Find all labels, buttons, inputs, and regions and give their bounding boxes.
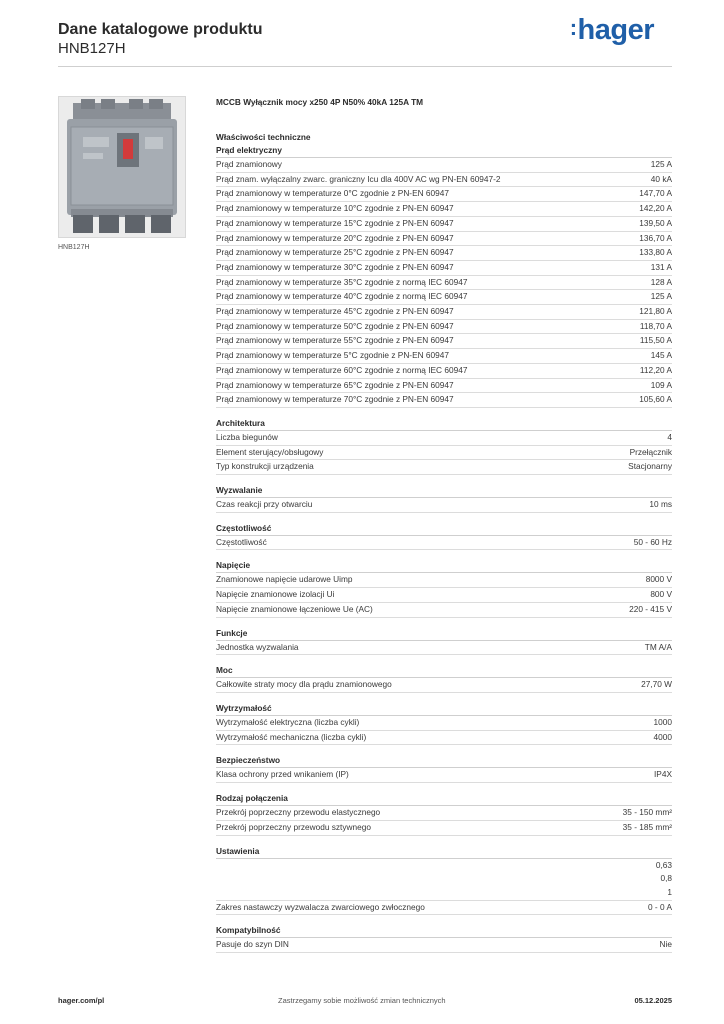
spec-label: Wytrzymałość elektryczna (liczba cykli) [216,716,360,727]
spec-value: 145 A [650,350,672,361]
spec-row [216,349,672,364]
spec-label: Przekrój poprzeczny przewodu elastycznego [216,807,381,818]
spec-value: 0,63 0,8 1 [655,859,672,897]
spec-value: 4000 [653,731,672,742]
spec-label: Prąd znamionowy [216,159,282,169]
circuit-breaker-illustration [59,97,185,237]
spec-label: Napięcie znamionowe izolacji Ui [216,589,335,600]
section-title: Napięcie [216,559,672,573]
footer-disclaimer: Zastrzegamy sobie możliwość zmian technicznych [278,996,446,1005]
spec-section [216,792,672,835]
spec-label: Klasa ochrony przed wnikaniem (IP) [216,769,349,780]
spec-row [216,334,672,349]
spec-label: Prąd znamionowy w temperaturze 60°C zgodnie z normą IEC 60947 [216,364,468,375]
section-title: Bezpieczeństwo [216,754,672,768]
spec-row [216,573,672,588]
spec-row [216,320,672,335]
spec-label: Typ konstrukcji urządzenia [216,461,314,472]
spec-value: 220 - 415 V [629,603,672,614]
spec-value: 105,60 A [639,394,672,405]
spec-value: 121,80 A [639,306,672,317]
image-caption: HNB127H [58,244,90,251]
spec-label: Napięcie znamionowe łączeniowe Ue (AC) [216,603,373,614]
spec-row [216,460,672,475]
spec-value: 4 [667,431,672,442]
specifications [216,96,672,953]
spec-value: Przełącznik [629,446,672,457]
product-code: HNB127H [58,40,126,57]
logo-text: hager [577,14,654,46]
spec-row [216,641,672,656]
spec-section [216,924,672,953]
spec-label: Pasuje do szyn DIN [216,939,289,950]
spec-row [216,305,672,320]
document-header [58,20,262,58]
footer-date: 05.12.2025 [634,996,672,1005]
section-title: Rodzaj połączenia [216,792,672,806]
spec-value: 118,70 A [639,320,672,331]
spec-row [216,276,672,291]
spec-value: Stacjonarny [628,461,672,472]
spec-label: Wytrzymałość mechaniczna (liczba cykli) [216,731,367,742]
spec-label: Element sterujący/obsługowy [216,446,324,457]
section-title: Moc [216,664,672,678]
spec-section [216,845,672,916]
spec-row [216,588,672,603]
spec-value: 27,70 W [641,679,672,690]
spec-value: 133,80 A [639,247,672,258]
spec-label: Prąd znamionowy w temperaturze 0°C zgodnie z PN-EN 60947 [216,188,449,199]
spec-row [216,158,672,173]
spec-label: Prąd znamionowy w temperaturze 65°C zgodnie z PN-EN 60947 [216,379,454,390]
spec-value: 131 A [650,261,672,272]
spec-value: 10 ms [649,499,672,510]
spec-label: Zakres nastawczy wyzwalacza zwarciowego zwłocznego [216,901,425,912]
header-divider [58,66,672,67]
spec-row [216,202,672,217]
spec-label: Liczba biegunów [216,431,278,442]
spec-row [216,246,672,261]
spec-value: 35 - 185 mm² [622,821,672,832]
spec-section [216,522,672,551]
spec-row [216,217,672,232]
spec-value: 147,70 A [639,188,672,199]
spec-row [216,938,672,953]
spec-label: Prąd znamionowy w temperaturze 55°C zgodnie z PN-EN 60947 [216,335,454,346]
spec-label: Całkowite straty mocy dla prądu znamionowego [216,679,392,690]
spec-value: IP4X [654,769,672,780]
spec-section [216,754,672,783]
spec-value: 128 A [650,276,672,287]
spec-row [216,290,672,305]
spec-row [216,768,672,783]
spec-row [216,173,672,188]
spec-row [216,603,672,618]
spec-row [216,901,672,916]
spec-value: 136,70 A [639,232,672,243]
spec-label: Prąd znamionowy w temperaturze 25°C zgodnie z PN-EN 60947 [216,247,454,258]
section-title: Ustawienia [216,845,672,859]
spec-value: 40 kA [650,173,672,184]
spec-value: 139,50 A [639,217,672,228]
spec-section [216,417,672,475]
spec-label: Prąd znamionowy w temperaturze 70°C zgodnie z PN-EN 60947 [216,394,454,405]
spec-label: Prąd znamionowy w temperaturze 30°C zgodnie z PN-EN 60947 [216,261,454,272]
spec-row [216,393,672,408]
spec-label: Prąd znamionowy w temperaturze 20°C zgodnie z PN-EN 60947 [216,232,454,243]
spec-row [216,806,672,821]
spec-label: Jednostka wyzwalania [216,641,299,652]
spec-label: Prąd znamionowy w temperaturze 10°C zgodnie z PN-EN 60947 [216,203,454,214]
spec-section [216,627,672,656]
spec-value: Nie [659,939,672,950]
spec-label: Prąd znam. wyłączalny zwarc. graniczny Icu dla 400V AC wg PN-EN 60947-2 [216,173,501,184]
spec-section [216,144,672,408]
spec-row [216,431,672,446]
spec-row [216,261,672,276]
spec-label: Prąd znamionowy w temperaturze 50°C zgodnie z PN-EN 60947 [216,320,454,331]
technical-properties-heading: Właściwości techniczne [216,132,311,142]
spec-value: 115,50 A [639,335,672,346]
spec-row [216,498,672,513]
spec-label: Znamionowe napięcie udarowe Uimp [216,574,353,585]
spec-row [216,678,672,693]
section-title: Wyzwalanie [216,484,672,498]
spec-value: 800 V [650,589,672,600]
spec-section [216,484,672,513]
spec-row [216,187,672,202]
spec-label: Prąd znamionowy w temperaturze 15°C zgodnie z PN-EN 60947 [216,217,454,228]
spec-value: 0 - 0 A [648,901,672,912]
spec-value: 125 A [650,291,672,302]
section-title: Kompatybilność [216,924,672,938]
spec-value: 125 A [650,159,672,169]
footer-website: hager.com/pl [58,996,105,1005]
spec-section [216,559,672,617]
spec-label: Częstotliwość [216,536,267,547]
product-name: MCCB Wyłącznik mocy x250 4P N50% 40kA 125A TM [216,97,424,107]
section-title: Prąd elektryczny [216,144,672,158]
spec-row [216,731,672,746]
spec-value: 109 A [650,379,672,390]
spec-label: Prąd znamionowy w temperaturze 40°C zgodnie z normą IEC 60947 [216,291,468,302]
spec-value: TM A/A [644,641,672,652]
spec-label: Czas reakcji przy otwarciu [216,499,313,510]
spec-label: Prąd znamionowy w temperaturze 5°C zgodnie z PN-EN 60947 [216,350,449,361]
spec-row [216,821,672,836]
spec-value: 142,20 A [639,203,672,214]
spec-value: 112,20 A [639,364,672,375]
spec-row [216,859,672,901]
spec-value: 50 - 60 Hz [633,536,672,547]
logo-dots-icon: : [569,15,577,40]
spec-row [216,446,672,461]
spec-label: Przekrój poprzeczny przewodu sztywnego [216,821,371,832]
spec-section [216,702,672,745]
spec-row [216,364,672,379]
spec-value: 1000 [653,716,672,727]
spec-value: 35 - 150 mm² [622,807,672,818]
spec-row [216,379,672,394]
section-title: Funkcje [216,627,672,641]
document-title: Dane katalogowe produktu [58,21,263,38]
spec-value: 8000 V [645,574,672,585]
spec-row [216,716,672,731]
spec-label: Prąd znamionowy w temperaturze 35°C zgodnie z normą IEC 60947 [216,276,468,287]
spec-label: Prąd znamionowy w temperaturze 45°C zgodnie z PN-EN 60947 [216,306,454,317]
hager-logo [570,14,654,47]
section-title: Architektura [216,417,672,431]
section-title: Wytrzymałość [216,702,672,716]
spec-sections [216,144,672,953]
product-image [58,96,186,238]
spec-row [216,232,672,247]
spec-section [216,664,672,693]
spec-row [216,536,672,551]
section-title: Częstotliwość [216,522,672,536]
